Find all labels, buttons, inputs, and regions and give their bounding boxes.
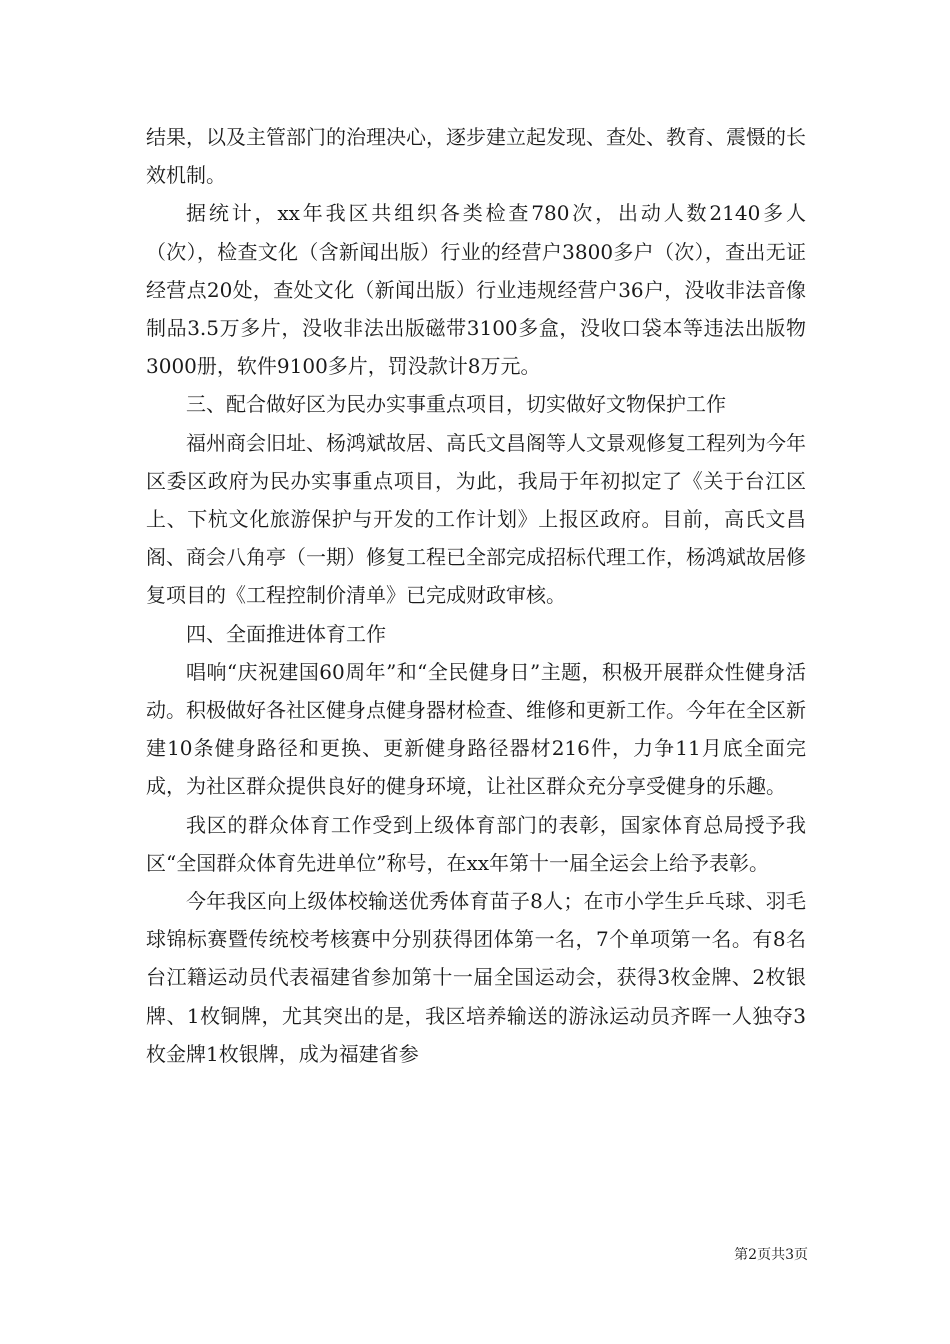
paragraph-statistics: 据统计，xx年我区共组织各类检查780次，出动人数2140多人（次），检查文化（含新闻出版）行业的经营户3800多户（次），查出无证经营点20处，查处文化（新闻出版）行业违规经营户36户，没收非法音像制品3.5万多片，没收非法出版磁带3100多盒，没收口袋本等违法出版物3000册，软件9100多片，罚没款计8万元。: [146, 201, 806, 379]
paragraph-award: 我区的群众体育工作受到上级体育部门的表彰，国家体育总局授予我区“全国群众体育先进单位”称号，在xx年第十一届全运会上给予表彰。: [146, 812, 806, 875]
paragraph-heritage: 福州商会旧址、杨鸿斌故居、高氏文昌阁等人文景观修复工程列为今年区委区政府为民办实事重点项目，为此，我局于年初拟定了《关于台江区上、下杭文化旅游保护与开发的工作计划》上报区政府。目前，高氏文昌阁、商会八角亭（一期）修复工程已全部完成招标代理工作，杨鸿斌故居修复项目的《工程控制价清单》已完成财政审核。: [146, 430, 806, 608]
section-heading-three: 三、配合做好区为民办实事重点项目，切实做好文物保护工作: [186, 392, 726, 417]
document-body: [146, 118, 806, 1073]
paragraph-continuation: 结果，以及主管部门的治理决心，逐步建立起发现、查处、教育、震慑的长效机制。: [146, 125, 806, 188]
page-number-footer: 第2页共3页: [734, 1247, 808, 1263]
paragraph-fitness: 唱响“庆祝建国60周年”和“全民健身日”主题，积极开展群众性健身活动。积极做好各社区健身点健身器材检查、维修和更新工作。今年在全区新建10条健身路径和更换、更新健身路径器材216件，力争11月底全面完成，为社区群众提供良好的健身环境，让社区群众充分享受健身的乐趣。: [146, 659, 806, 799]
paragraph-athletes: 今年我区向上级体校输送优秀体育苗子8人；在市小学生乒乓球、羽毛球锦标赛暨传统校考核赛中分别获得团体第一名，7个单项第一名。有8名台江籍运动员代表福建省参加第十一届全国运动会，获得3枚金牌、2枚银牌、1枚铜牌，尤其突出的是，我区培养输送的游泳运动员齐晖一人独夺3枚金牌1枚银牌，成为福建省参: [146, 889, 806, 1066]
section-heading-four: 四、全面推进体育工作: [186, 621, 386, 646]
